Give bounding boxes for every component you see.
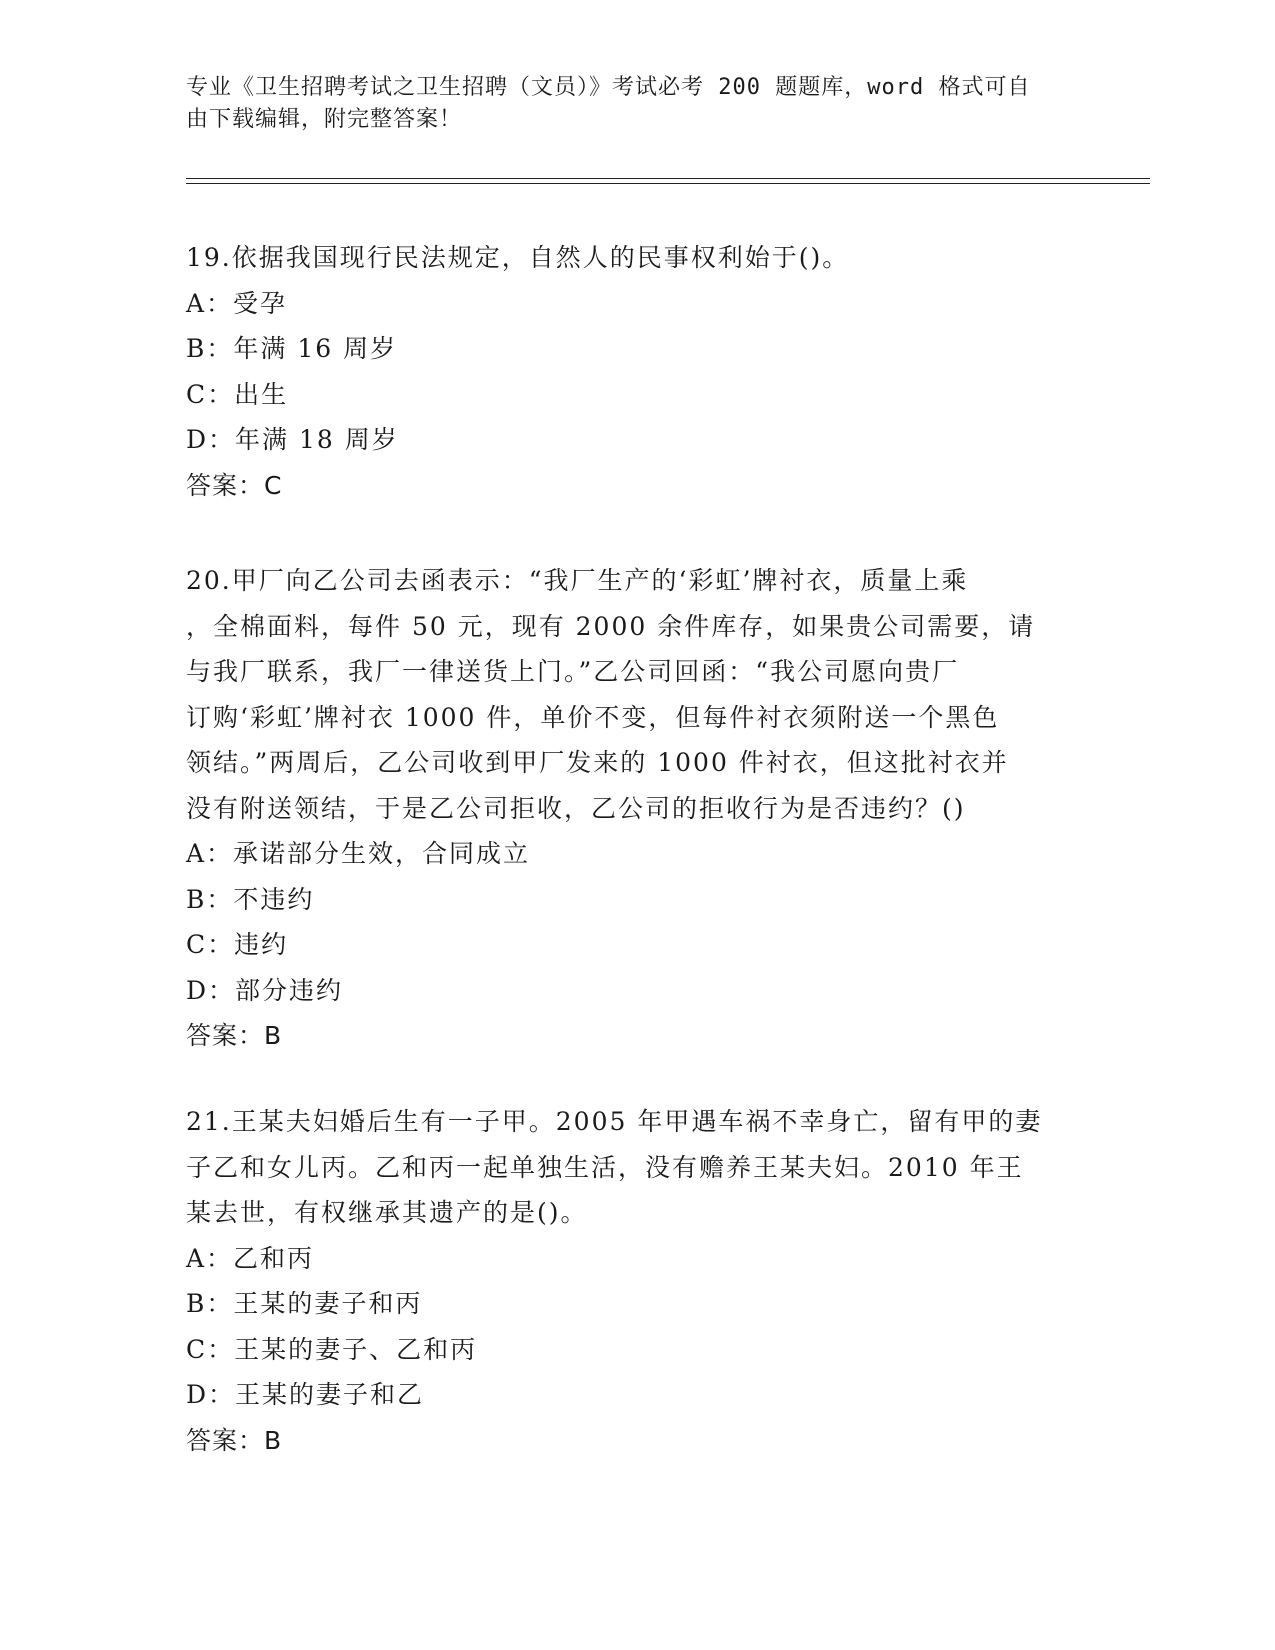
question-stem-line-3: 某去世，有权继承其遗产的是()。: [186, 1198, 588, 1227]
option-c: C：王某的妻子、乙和丙: [186, 1334, 478, 1364]
question-stem-line-1: 21.王某夫妇婚后生有一子甲。2005 年甲遇车祸不幸身亡，留有甲的妻: [186, 1107, 1043, 1136]
option-a: A：承诺部分生效，合同成立: [186, 839, 531, 868]
header-line-1: 专业《卫生招聘考试之卫生招聘（文员）》考试必考 200 题题库，word 格式可自: [186, 75, 1031, 100]
header-line-2: 由下载编辑，附完整答案！: [186, 107, 463, 132]
question-stem-line-6: 没有附送领结，于是乙公司拒收，乙公司的拒收行为是否违约？(): [186, 793, 966, 823]
answer: 答案：B: [186, 1021, 283, 1050]
question-20: [186, 558, 1086, 1059]
question-21: [186, 1099, 1086, 1464]
question-stem-line-3: 与我厂联系，我厂一律送货上门。”乙公司回函：“我公司愿向贵厂: [186, 657, 960, 686]
question-stem: 19.依据我国现行民法规定，自然人的民事权利始于()。: [186, 243, 850, 272]
question-stem-line-2: ，全棉面料，每件 50 元，现有 2000 余件库存，如果贵公司需要，请: [186, 611, 1036, 641]
option-c: C：违约: [186, 930, 289, 959]
answer: 答案：C: [186, 470, 283, 500]
question-stem-line-4: 订购‘彩虹’牌衬衣 1000 件，单价不变，但每件衬衣须附送一个黑色: [186, 702, 1000, 732]
option-a: A：受孕: [186, 288, 288, 318]
option-b: B：不违约: [186, 884, 315, 914]
question-stem-line-1: 20.甲厂向乙公司去函表示：“我厂生产的‘彩虹’牌衬衣，质量上乘: [186, 566, 969, 595]
answer: 答案：B: [186, 1425, 283, 1455]
option-d: D：年满 18 周岁: [186, 425, 399, 454]
question-stem-line-5: 领结。”两周后，乙公司收到甲厂发来的 1000 件衬衣，但这批衬衣并: [186, 748, 1009, 777]
question-19: [186, 235, 1086, 509]
option-b: B：年满 16 周岁: [186, 334, 398, 363]
option-a: A：乙和丙: [186, 1243, 315, 1273]
option-d: D：部分违约: [186, 975, 344, 1005]
option-d: D：王某的妻子和乙: [186, 1380, 425, 1409]
header-divider-top: [186, 178, 1150, 179]
question-stem-line-2: 子乙和女儿丙。乙和丙一起单独生活，没有赡养王某夫妇。2010 年王: [186, 1152, 1024, 1182]
option-b: B：王某的妻子和丙: [186, 1289, 423, 1318]
option-c: C：出生: [186, 379, 289, 409]
header-divider-bottom: [186, 183, 1150, 184]
document-header: [186, 72, 1066, 136]
